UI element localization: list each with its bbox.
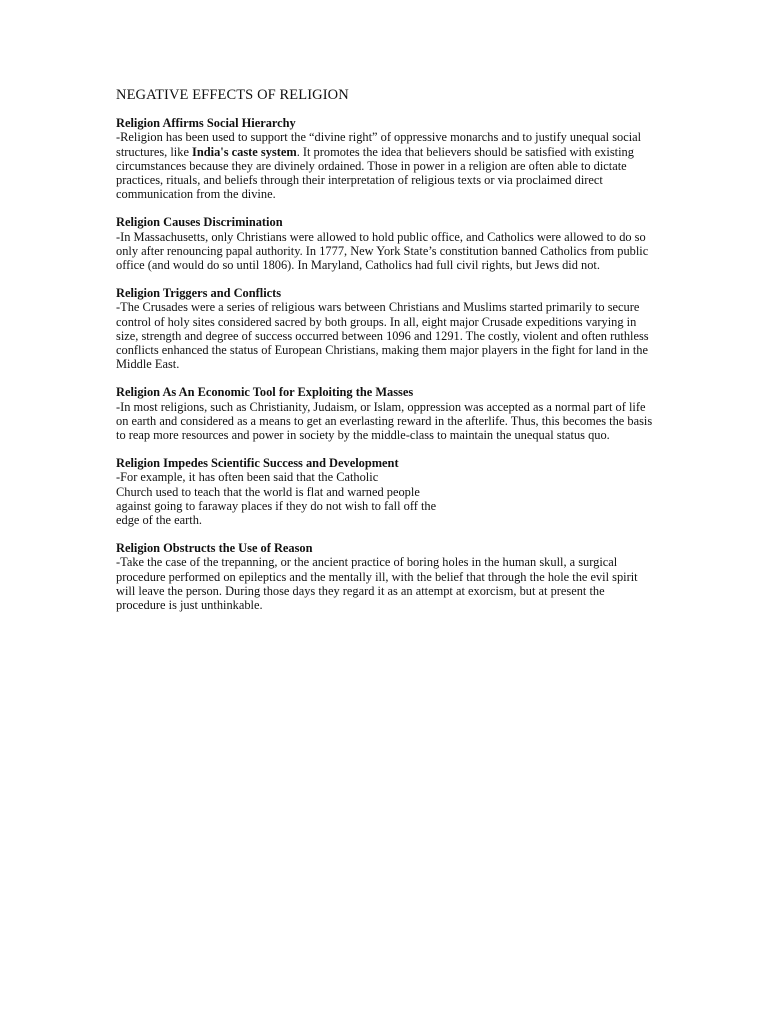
section-body: -In most religions, such as Christianity, Judaism, or Islam, oppression was accepted as a normal part of life on earth and considered as a means to get an everlasting reward in the afterlife. Thus, this becomes the basis to reap more resources and power in society by the middle-class to maintain the unequal status quo. (116, 399, 653, 443)
section-discrimination (116, 215, 656, 272)
section-body-line: against going to faraway places if they do not wish to fall off the (116, 498, 437, 513)
section-scientific-success (116, 456, 656, 527)
section-body (116, 470, 656, 527)
section-body: -The Crusades were a series of religious wars between Christians and Muslims started primarily to secure control of holy sites considered sacred by both groups. In all, eight major Crusade expeditions varying in size, strength and degree of success occurred between 1096 and 1291. The costly, violent and often ruthless conflicts enhanced the status of European Christians, making them major players in the fight for land in the Middle East. (116, 300, 649, 372)
document-page (116, 86, 656, 626)
section-heading: Religion Causes Discrimination (116, 215, 283, 230)
section-heading: Religion Triggers and Conflicts (116, 285, 282, 300)
section-conflicts (116, 286, 656, 372)
section-use-of-reason (116, 541, 656, 612)
section-heading: Religion Obstructs the Use of Reason (116, 540, 313, 555)
section-body-bold-text: India's caste system (192, 144, 297, 159)
section-body: -Take the case of the trepanning, or the ancient practice of boring holes in the human skull, a surgical procedure performed on epileptics and the mentally ill, with the belief that through the hole the evil spirit will leave the person. During those days they regard it as an attempt at exorcism, but at present the procedure is just unthinkable. (116, 555, 638, 613)
section-heading: Religion Impedes Scientific Success and Development (116, 455, 399, 470)
section-body-text: -Religion has been used to support the “divine right” of oppressive monarchs and to justify unequal social structures, like (116, 130, 642, 159)
section-body-line: -For example, it has often been said that the Catholic (116, 470, 379, 485)
section-economic-tool (116, 385, 656, 442)
section-body-line: Church used to teach that the world is flat and warned people (116, 484, 420, 499)
section-heading: Religion Affirms Social Hierarchy (116, 116, 296, 130)
section-body-text: . It promotes the idea that believers should be satisfied with existing circumstances because they are divinely ordained. Those in power in a religion are often able to dictate practices, rituals, and beliefs through their interpretation of religious texts or via proclaimed direct communication from the divine. (116, 144, 634, 202)
section-body: -In Massachusetts, only Christians were allowed to hold public office, and Catholics were allowed to do so only after renouncing papal authority. In 1777, New York State’s constitution banned Catholics from public office (and would do so until 1806). In Maryland, Catholics had full civil rights, but Jews did not. (116, 229, 649, 273)
document-title: NEGATIVE EFFECTS OF RELIGION (116, 87, 349, 103)
section-body (116, 130, 656, 201)
section-heading: Religion As An Economic Tool for Exploiting the Masses (116, 385, 414, 400)
section-social-hierarchy (116, 116, 656, 202)
section-body-line: edge of the earth. (116, 513, 203, 528)
